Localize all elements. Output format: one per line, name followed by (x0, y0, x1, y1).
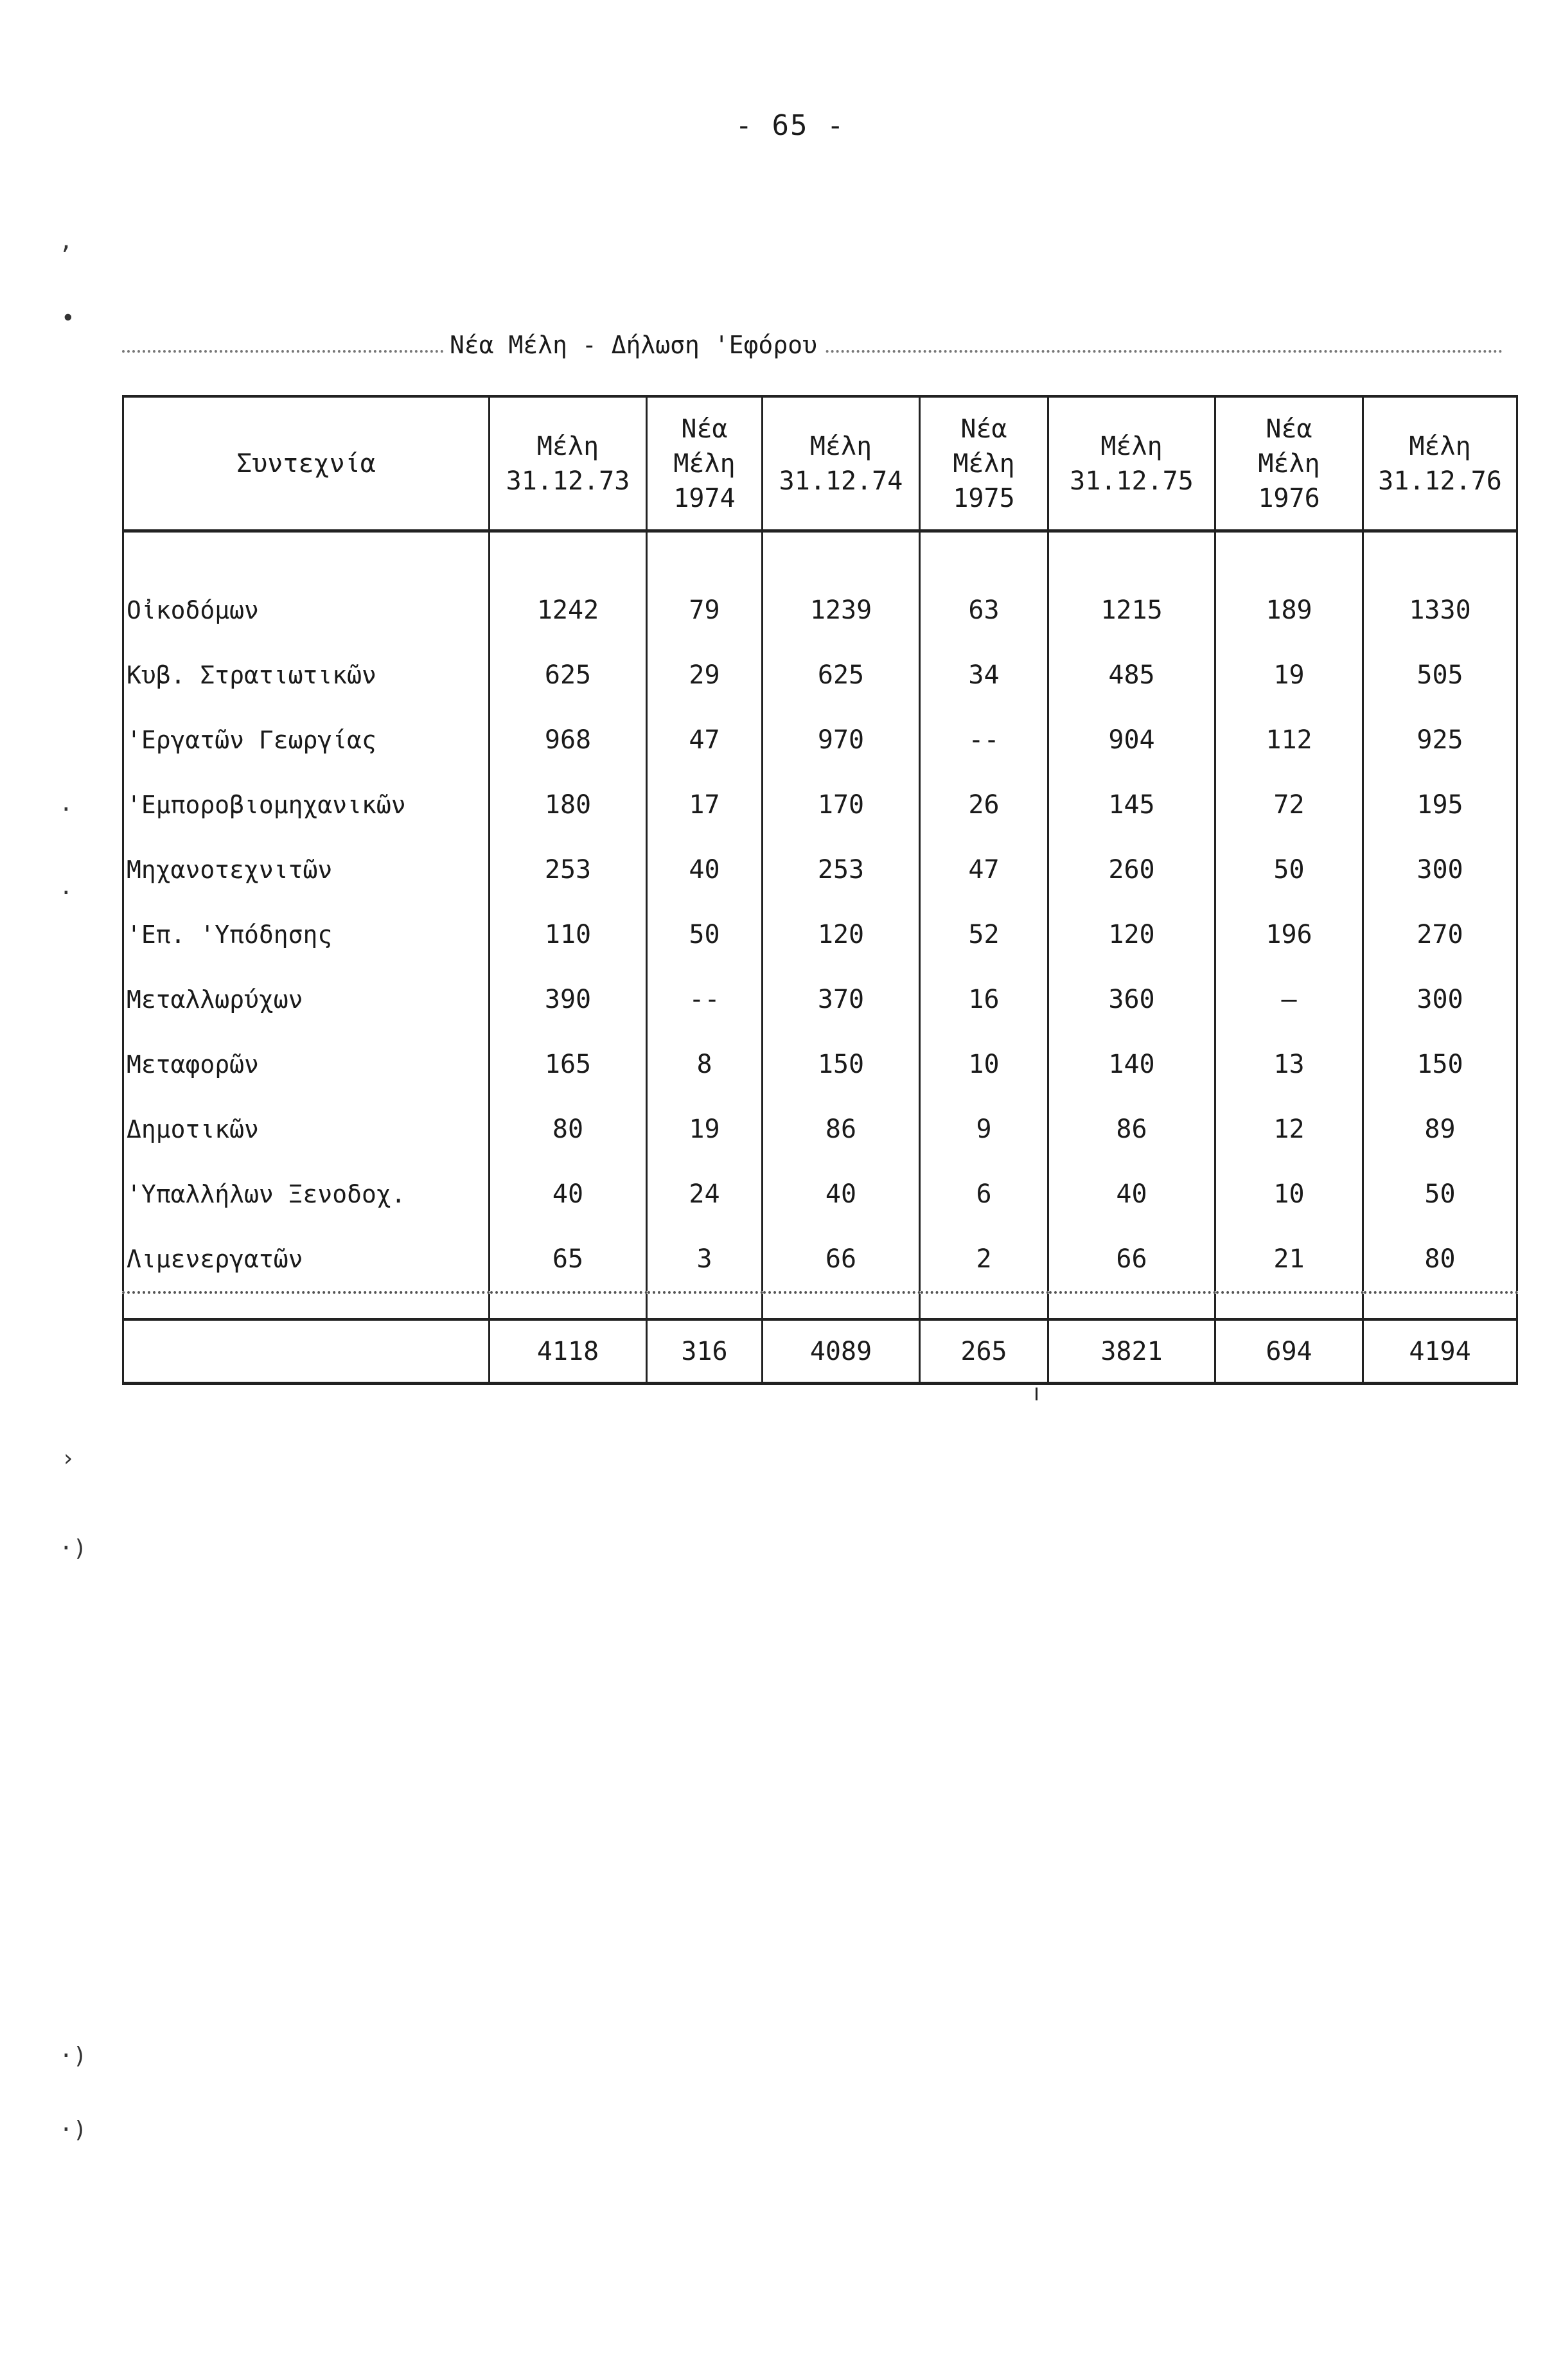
scan-mark: ·) (59, 2117, 87, 2143)
total-value: 316 (647, 1319, 763, 1384)
scan-mark: · (59, 797, 73, 823)
cell-value: 1242 (490, 577, 647, 642)
cell-value: 189 (1215, 577, 1363, 642)
header-label: Μέλη (1409, 431, 1471, 461)
cell-value: 50 (1215, 837, 1363, 902)
cell-value: 80 (490, 1097, 647, 1161)
scan-mark: • (61, 305, 75, 331)
table-row (123, 1032, 1517, 1097)
cell-value: 625 (490, 642, 647, 707)
header-members-1974 (763, 396, 920, 531)
cell-value: 50 (1363, 1161, 1517, 1226)
cell-value: 925 (1363, 707, 1517, 772)
scan-mark: ·) (59, 1535, 87, 1562)
header-label: Μέλη (1258, 448, 1320, 479)
cell-value: 300 (1363, 837, 1517, 902)
cell-value: 40 (763, 1161, 920, 1226)
cell-value: 40 (490, 1161, 647, 1226)
cell-value: 2 (920, 1226, 1048, 1292)
header-label: Νέα (681, 414, 728, 444)
cell-value: 165 (490, 1032, 647, 1097)
table-title: Νέα Μέλη - Δήλωση 'Εφόρου (443, 331, 824, 359)
header-date: 31.12.75 (1070, 466, 1194, 496)
membership-table (122, 395, 1518, 1385)
cell-value: 370 (763, 967, 920, 1032)
header-label: Μέλη (1100, 431, 1163, 461)
cell-value: 80 (1363, 1226, 1517, 1292)
cell-value: 10 (1215, 1161, 1363, 1226)
table-row (123, 707, 1517, 772)
table-divider-tail (1036, 1388, 1037, 1400)
cell-value: -- (920, 707, 1048, 772)
cell-value: 904 (1048, 707, 1215, 772)
cell-value: 65 (490, 1226, 647, 1292)
cell-value: 29 (647, 642, 763, 707)
cell-value: 86 (763, 1097, 920, 1161)
row-union-name: Μηχανοτεχνιτῶν (123, 837, 490, 902)
row-union-name: Οἰκοδόμων (123, 577, 490, 642)
row-union-name: 'Εργατῶν Γεωργίας (123, 707, 490, 772)
table-row (123, 1226, 1517, 1292)
row-union-name: Δημοτικῶν (123, 1097, 490, 1161)
cell-value: 6 (920, 1161, 1048, 1226)
cell-value: 66 (1048, 1226, 1215, 1292)
cell-value: 26 (920, 772, 1048, 837)
cell-value: 195 (1363, 772, 1517, 837)
total-value: 265 (920, 1319, 1048, 1384)
cell-value: 120 (1048, 902, 1215, 967)
table-row (123, 902, 1517, 967)
cell-value: 16 (920, 967, 1048, 1032)
header-year: 1976 (1258, 483, 1320, 513)
cell-value: 63 (920, 577, 1048, 642)
cell-value: 89 (1363, 1097, 1517, 1161)
cell-value: 24 (647, 1161, 763, 1226)
cell-value: 485 (1048, 642, 1215, 707)
total-value: 4089 (763, 1319, 920, 1384)
cell-value: 968 (490, 707, 647, 772)
cell-value: 19 (647, 1097, 763, 1161)
scan-mark: · (59, 880, 73, 906)
table-row (123, 1161, 1517, 1226)
cell-value: 13 (1215, 1032, 1363, 1097)
cell-value: 9 (920, 1097, 1048, 1161)
cell-value: 21 (1215, 1226, 1363, 1292)
cell-value: 79 (647, 577, 763, 642)
membership-table-container (122, 395, 1516, 1385)
cell-value: 300 (1363, 967, 1517, 1032)
header-union: Συντεχνία (123, 396, 490, 531)
total-value: 4194 (1363, 1319, 1517, 1384)
header-year: 1975 (953, 483, 1015, 513)
cell-value: 170 (763, 772, 920, 837)
header-date: 31.12.76 (1378, 466, 1502, 496)
cell-value: 140 (1048, 1032, 1215, 1097)
cell-value: 10 (920, 1032, 1048, 1097)
header-members-1976 (1363, 396, 1517, 531)
cell-value: 72 (1215, 772, 1363, 837)
table-row (123, 837, 1517, 902)
spacer-row (123, 531, 1517, 578)
row-union-name: Μεταλλωρύχων (123, 967, 490, 1032)
header-members-1975 (1048, 396, 1215, 531)
cell-value: 150 (763, 1032, 920, 1097)
totals-label-cell (123, 1319, 490, 1384)
header-new-1975 (920, 396, 1048, 531)
cell-value: 180 (490, 772, 647, 837)
cell-value: 19 (1215, 642, 1363, 707)
row-union-name: Λιμενεργατῶν (123, 1226, 490, 1292)
scan-mark: , (59, 228, 73, 254)
header-label: Μέλη (673, 448, 736, 479)
cell-value: 253 (490, 837, 647, 902)
header-label: Μέλη (809, 431, 872, 461)
cell-value: 120 (763, 902, 920, 967)
header-year: 1974 (673, 483, 736, 513)
cell-value: 150 (1363, 1032, 1517, 1097)
row-union-name: Κυβ. Στρατιωτικῶν (123, 642, 490, 707)
cell-value: 1239 (763, 577, 920, 642)
cell-value: 66 (763, 1226, 920, 1292)
row-union-name: 'Υπαλλήλων Ξενοδοχ. (123, 1161, 490, 1226)
spacer-row (123, 1292, 1517, 1319)
header-row (123, 396, 1517, 531)
cell-value: 270 (1363, 902, 1517, 967)
header-label: Νέα (1266, 414, 1312, 444)
cell-value: 970 (763, 707, 920, 772)
table-row (123, 642, 1517, 707)
cell-value: 12 (1215, 1097, 1363, 1161)
cell-value: 52 (920, 902, 1048, 967)
cell-value: 40 (647, 837, 763, 902)
header-label: Νέα (960, 414, 1007, 444)
cell-value: 112 (1215, 707, 1363, 772)
header-new-1976 (1215, 396, 1363, 531)
cell-value: 110 (490, 902, 647, 967)
cell-value: 47 (920, 837, 1048, 902)
cell-value: — (1215, 967, 1363, 1032)
header-date: 31.12.74 (779, 466, 903, 496)
totals-row (123, 1319, 1517, 1384)
cell-value: 145 (1048, 772, 1215, 837)
cell-value: 1330 (1363, 577, 1517, 642)
cell-value: 47 (647, 707, 763, 772)
cell-value: 17 (647, 772, 763, 837)
scan-mark: › (61, 1445, 75, 1472)
cell-value: 50 (647, 902, 763, 967)
cell-value: 1215 (1048, 577, 1215, 642)
cell-value: 8 (647, 1032, 763, 1097)
total-value: 4118 (490, 1319, 647, 1384)
cell-value: 505 (1363, 642, 1517, 707)
cell-value: 390 (490, 967, 647, 1032)
scan-mark: ·) (59, 2043, 87, 2069)
cell-value: 196 (1215, 902, 1363, 967)
cell-value: 625 (763, 642, 920, 707)
header-date: 31.12.73 (506, 466, 630, 496)
cell-value: 260 (1048, 837, 1215, 902)
total-value: 694 (1215, 1319, 1363, 1384)
cell-value: 360 (1048, 967, 1215, 1032)
row-union-name: Μεταφορῶν (123, 1032, 490, 1097)
table-row (123, 1097, 1517, 1161)
cell-value: 34 (920, 642, 1048, 707)
cell-value: 3 (647, 1226, 763, 1292)
row-union-name: 'Επ. 'Υπόδησης (123, 902, 490, 967)
cell-value: 40 (1048, 1161, 1215, 1226)
header-label: Μέλη (953, 448, 1015, 479)
cell-value: 86 (1048, 1097, 1215, 1161)
row-union-name: 'Εμποροβιομηχανικῶν (123, 772, 490, 837)
header-new-1974 (647, 396, 763, 531)
page-number: - 65 - (735, 109, 845, 142)
cell-value: 253 (763, 837, 920, 902)
table-row (123, 967, 1517, 1032)
header-members-1973 (490, 396, 647, 531)
cell-value: -- (647, 967, 763, 1032)
header-label: Μέλη (536, 431, 599, 461)
table-row (123, 577, 1517, 642)
total-value: 3821 (1048, 1319, 1215, 1384)
table-row (123, 772, 1517, 837)
